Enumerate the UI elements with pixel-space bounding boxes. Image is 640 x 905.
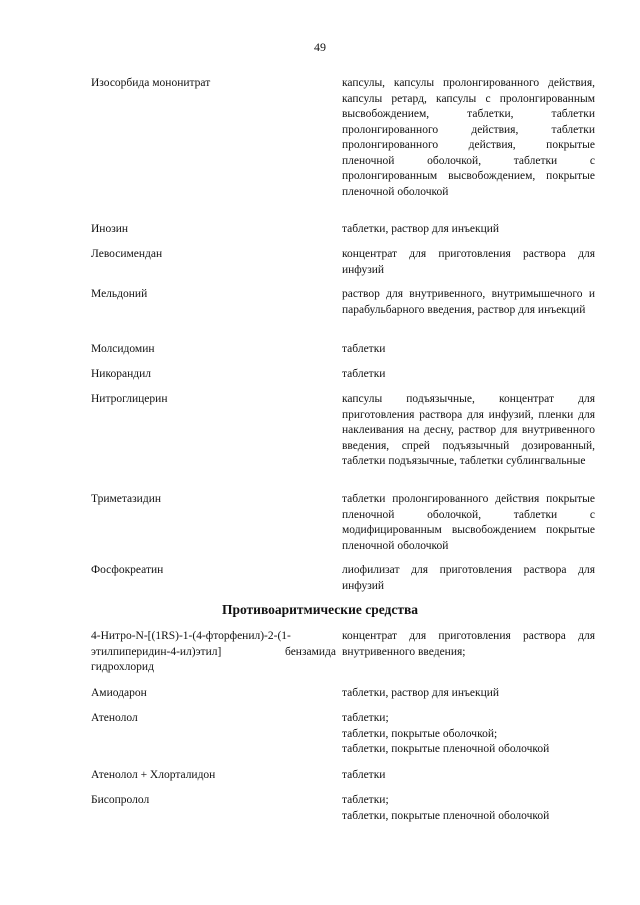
drug-name: Бисопролол [91, 794, 150, 806]
drug-forms: таблетки [342, 368, 386, 380]
form-line: таблетки, покрытые пленочной оболочкой [342, 743, 550, 755]
drug-name: Мельдоний [91, 288, 148, 300]
drug-forms: таблетки пролонгированного действия покрытые пленочной оболочкой, таблетки с модифицированным высвобождением покрытые пленочной оболочкой [342, 493, 595, 552]
drug-name: Атенолол + Хлорталидон [91, 769, 216, 781]
drug-forms: лиофилизат для приготовления раствора для инфузий [342, 564, 595, 592]
drug-forms [342, 793, 595, 824]
drug-name: Фосфокреатин [91, 564, 164, 576]
form-line: таблетки, покрытые оболочкой; [342, 727, 498, 740]
section-title: Противоаритмические средства [221, 602, 419, 617]
drug-name: Изосорбида мононитрат [91, 77, 211, 89]
drug-forms: капсулы подъязычные, концентрат для приготовления раствора для инфузий, пленки для наклеивания на десну, раствор для внутривенного введения, спрей подъязычный дозированный, таблетки подъязычные, таблетки сублингвальные [342, 393, 595, 467]
page-number: 49 [314, 40, 326, 54]
drug-forms: таблетки [342, 769, 386, 781]
drug-name: Амиодарон [91, 687, 147, 699]
drug-name: Никорандил [91, 368, 151, 380]
drug-name: Инозин [91, 223, 129, 235]
form-line: таблетки; [342, 794, 389, 806]
drug-forms: раствор для внутривенного, внутримышечного и парабульбарного введения, раствор для инъекций [342, 288, 595, 316]
drug-forms: таблетки [342, 343, 386, 355]
drug-name: Левосимендан [91, 248, 163, 260]
form-line: таблетки, покрытые пленочной оболочкой [342, 809, 550, 822]
drug-name: Молсидомин [91, 343, 155, 355]
drug-forms: концентрат для приготовления раствора для внутривенного введения; [342, 630, 595, 658]
form-line: таблетки; [342, 712, 389, 724]
drug-forms: концентрат для приготовления раствора для инфузий [342, 248, 595, 276]
drug-forms: капсулы, капсулы пролонгированного действия, капсулы ретард, капсулы с пролонгированным высвобождением, таблетки, таблетки пролонгированного действия, таблетки пролонгированного действия, покрытые пленочной оболочкой, таблетки с пролонгированным высвобождением, покрытые пленочной оболочкой [342, 77, 595, 198]
drug-name: Атенолол [91, 712, 138, 724]
drug-forms: таблетки, раствор для инъекций [342, 687, 500, 699]
drug-name: Триметазидин [91, 493, 161, 505]
drug-name: Нитроглицерин [91, 393, 168, 405]
drug-forms [342, 711, 595, 758]
drug-forms: таблетки, раствор для инъекций [342, 223, 500, 235]
drug-name: 4-Нитро-N-[(1RS)-1-(4-фторфенил)-2-(1-этилпиперидин-4-ил)этил] бензамида гидрохлорид [91, 630, 336, 673]
